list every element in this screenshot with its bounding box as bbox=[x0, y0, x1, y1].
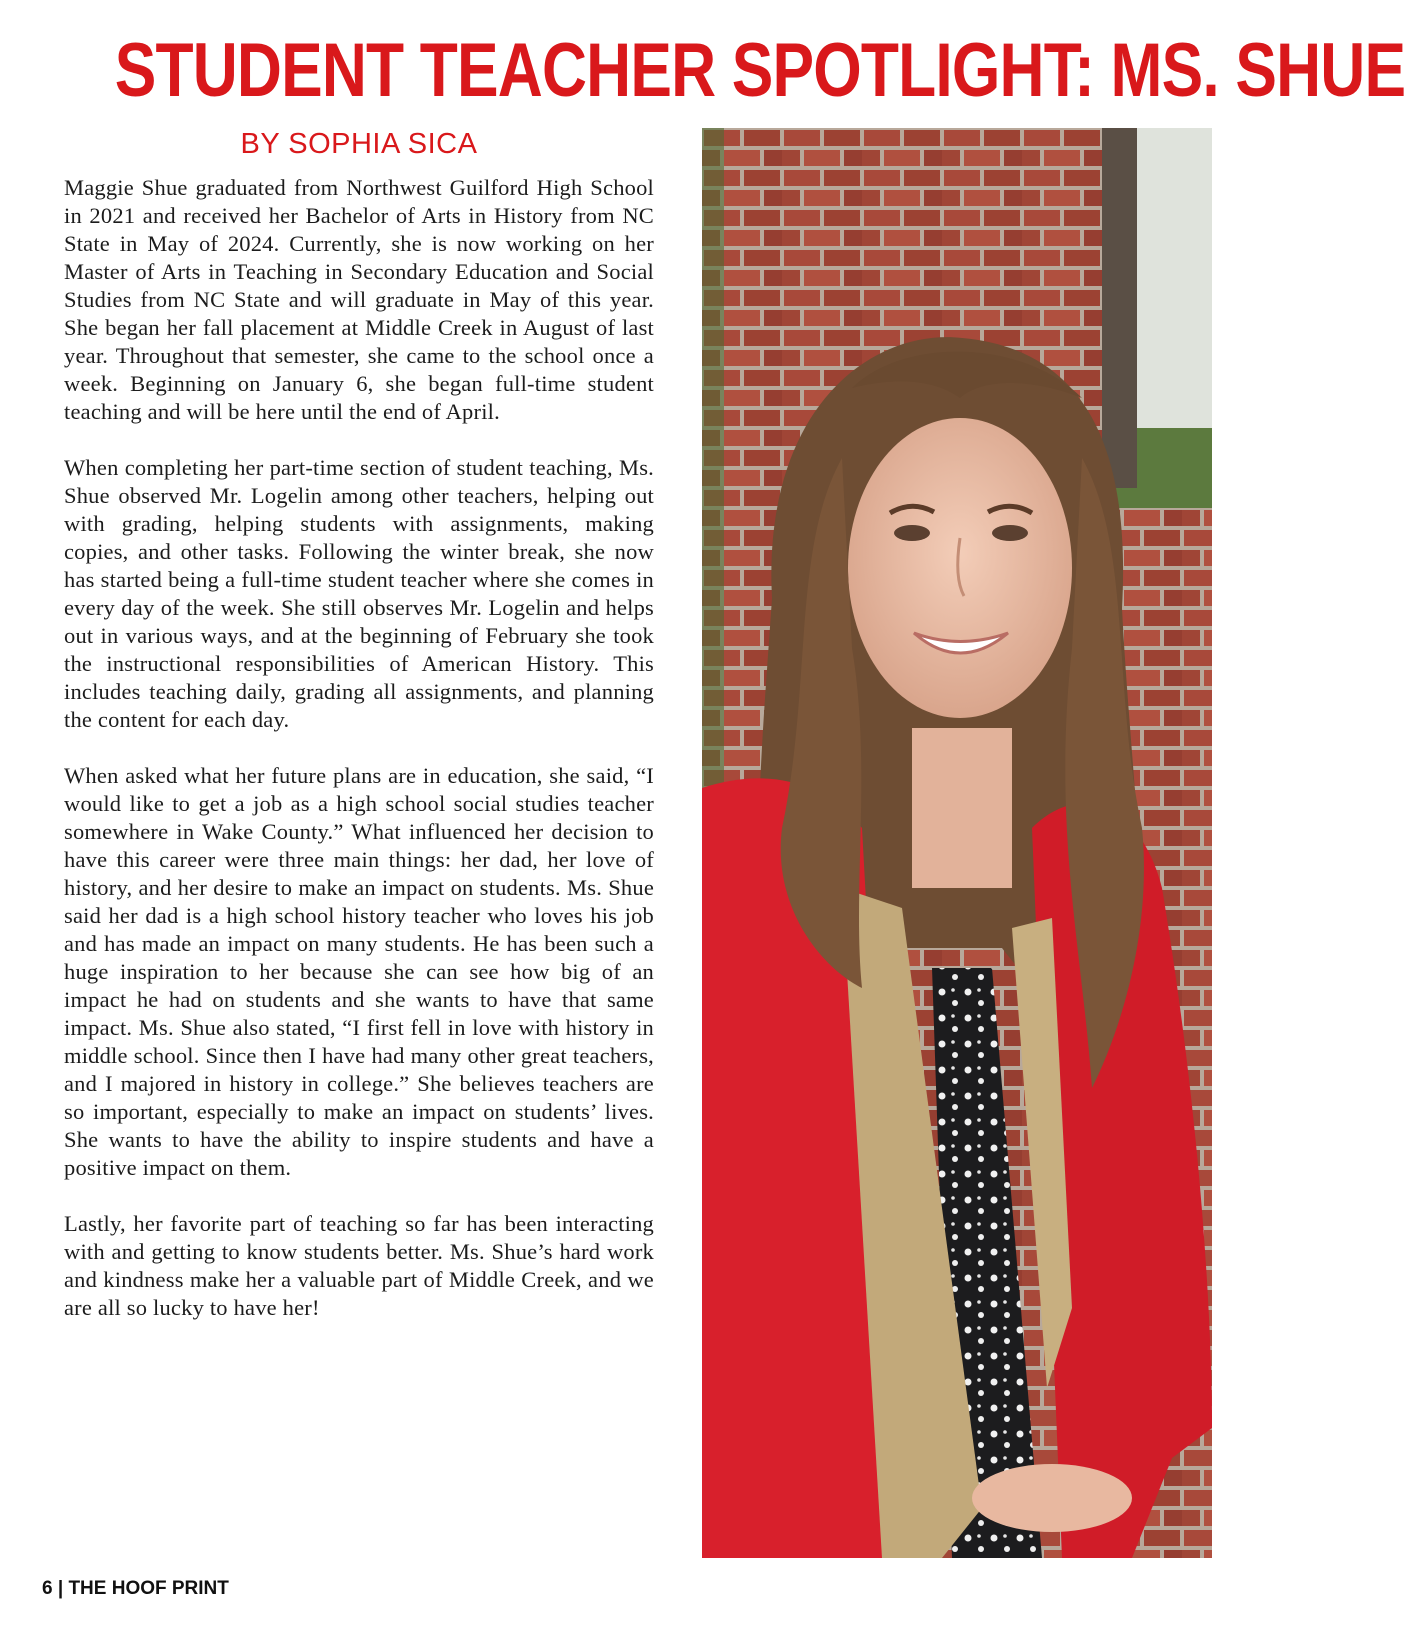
portrait-photo bbox=[702, 128, 1212, 1558]
article-paragraph-4: Lastly, her favorite part of teaching so far has been interacting with and getting to know students better. Ms. Shue’s hard work and kindness make her a valuable part of Middle Creek, and we are all so lucky to have her! bbox=[64, 1211, 654, 1320]
byline: BY SOPHIA SICA bbox=[240, 128, 478, 160]
article-paragraph-1: Maggie Shue graduated from Northwest Guilford High School in 2021 and received her Bachelor of Arts in History from NC State in May of 2024. Currently, she is now working on her Master of Arts in Teaching in Secondary Education and Social Studies from NC State and will graduate in May of this year. She began her fall placement at Middle Creek in August of last year. Throughout that semester, she came to the school once a week. Beginning on January 6, she began full-time student teaching and will be here until the end of April. bbox=[64, 175, 654, 424]
page-headline: STUDENT TEACHER SPOTLIGHT: MS. SHUE bbox=[114, 28, 1405, 113]
article-body bbox=[64, 174, 654, 1350]
page-footer: 6 | THE HOOF PRINT bbox=[42, 1578, 229, 1599]
article-paragraph-2: When completing her part-time section of student teaching, Ms. Shue observed Mr. Logelin among other teachers, helping out with grading, helping students with assignments, making copies, and other tasks. Following the winter break, she now has started being a full-time student teacher where she comes in every day of the week. She still observes Mr. Logelin and helps out in various ways, and at the beginning of February she took the instructional responsibilities of American History. This includes teaching daily, grading all assignments, and planning the content for each day. bbox=[64, 455, 654, 732]
article-paragraph-3: When asked what her future plans are in education, she said, “I would like to get a job as a high school social studies teacher somewhere in Wake County.” What influenced her decision to have this career were three main things: her dad, her love of history, and her desire to make an impact on students. Ms. Shue said her dad is a high school history teacher who loves his job and has made an impact on many students. He has been such a huge inspiration to her because she can see how big of an impact he had on students and she wants to have that same impact. Ms. Shue also stated, “I first fell in love with history in middle school. Since then I have had many other great teachers, and I majored in history in college.” She believes teachers are so important, especially to make an impact on students’ lives. She wants to have the ability to inspire students and have a positive impact on them. bbox=[64, 763, 654, 1180]
portrait-illustration bbox=[702, 128, 1212, 1558]
